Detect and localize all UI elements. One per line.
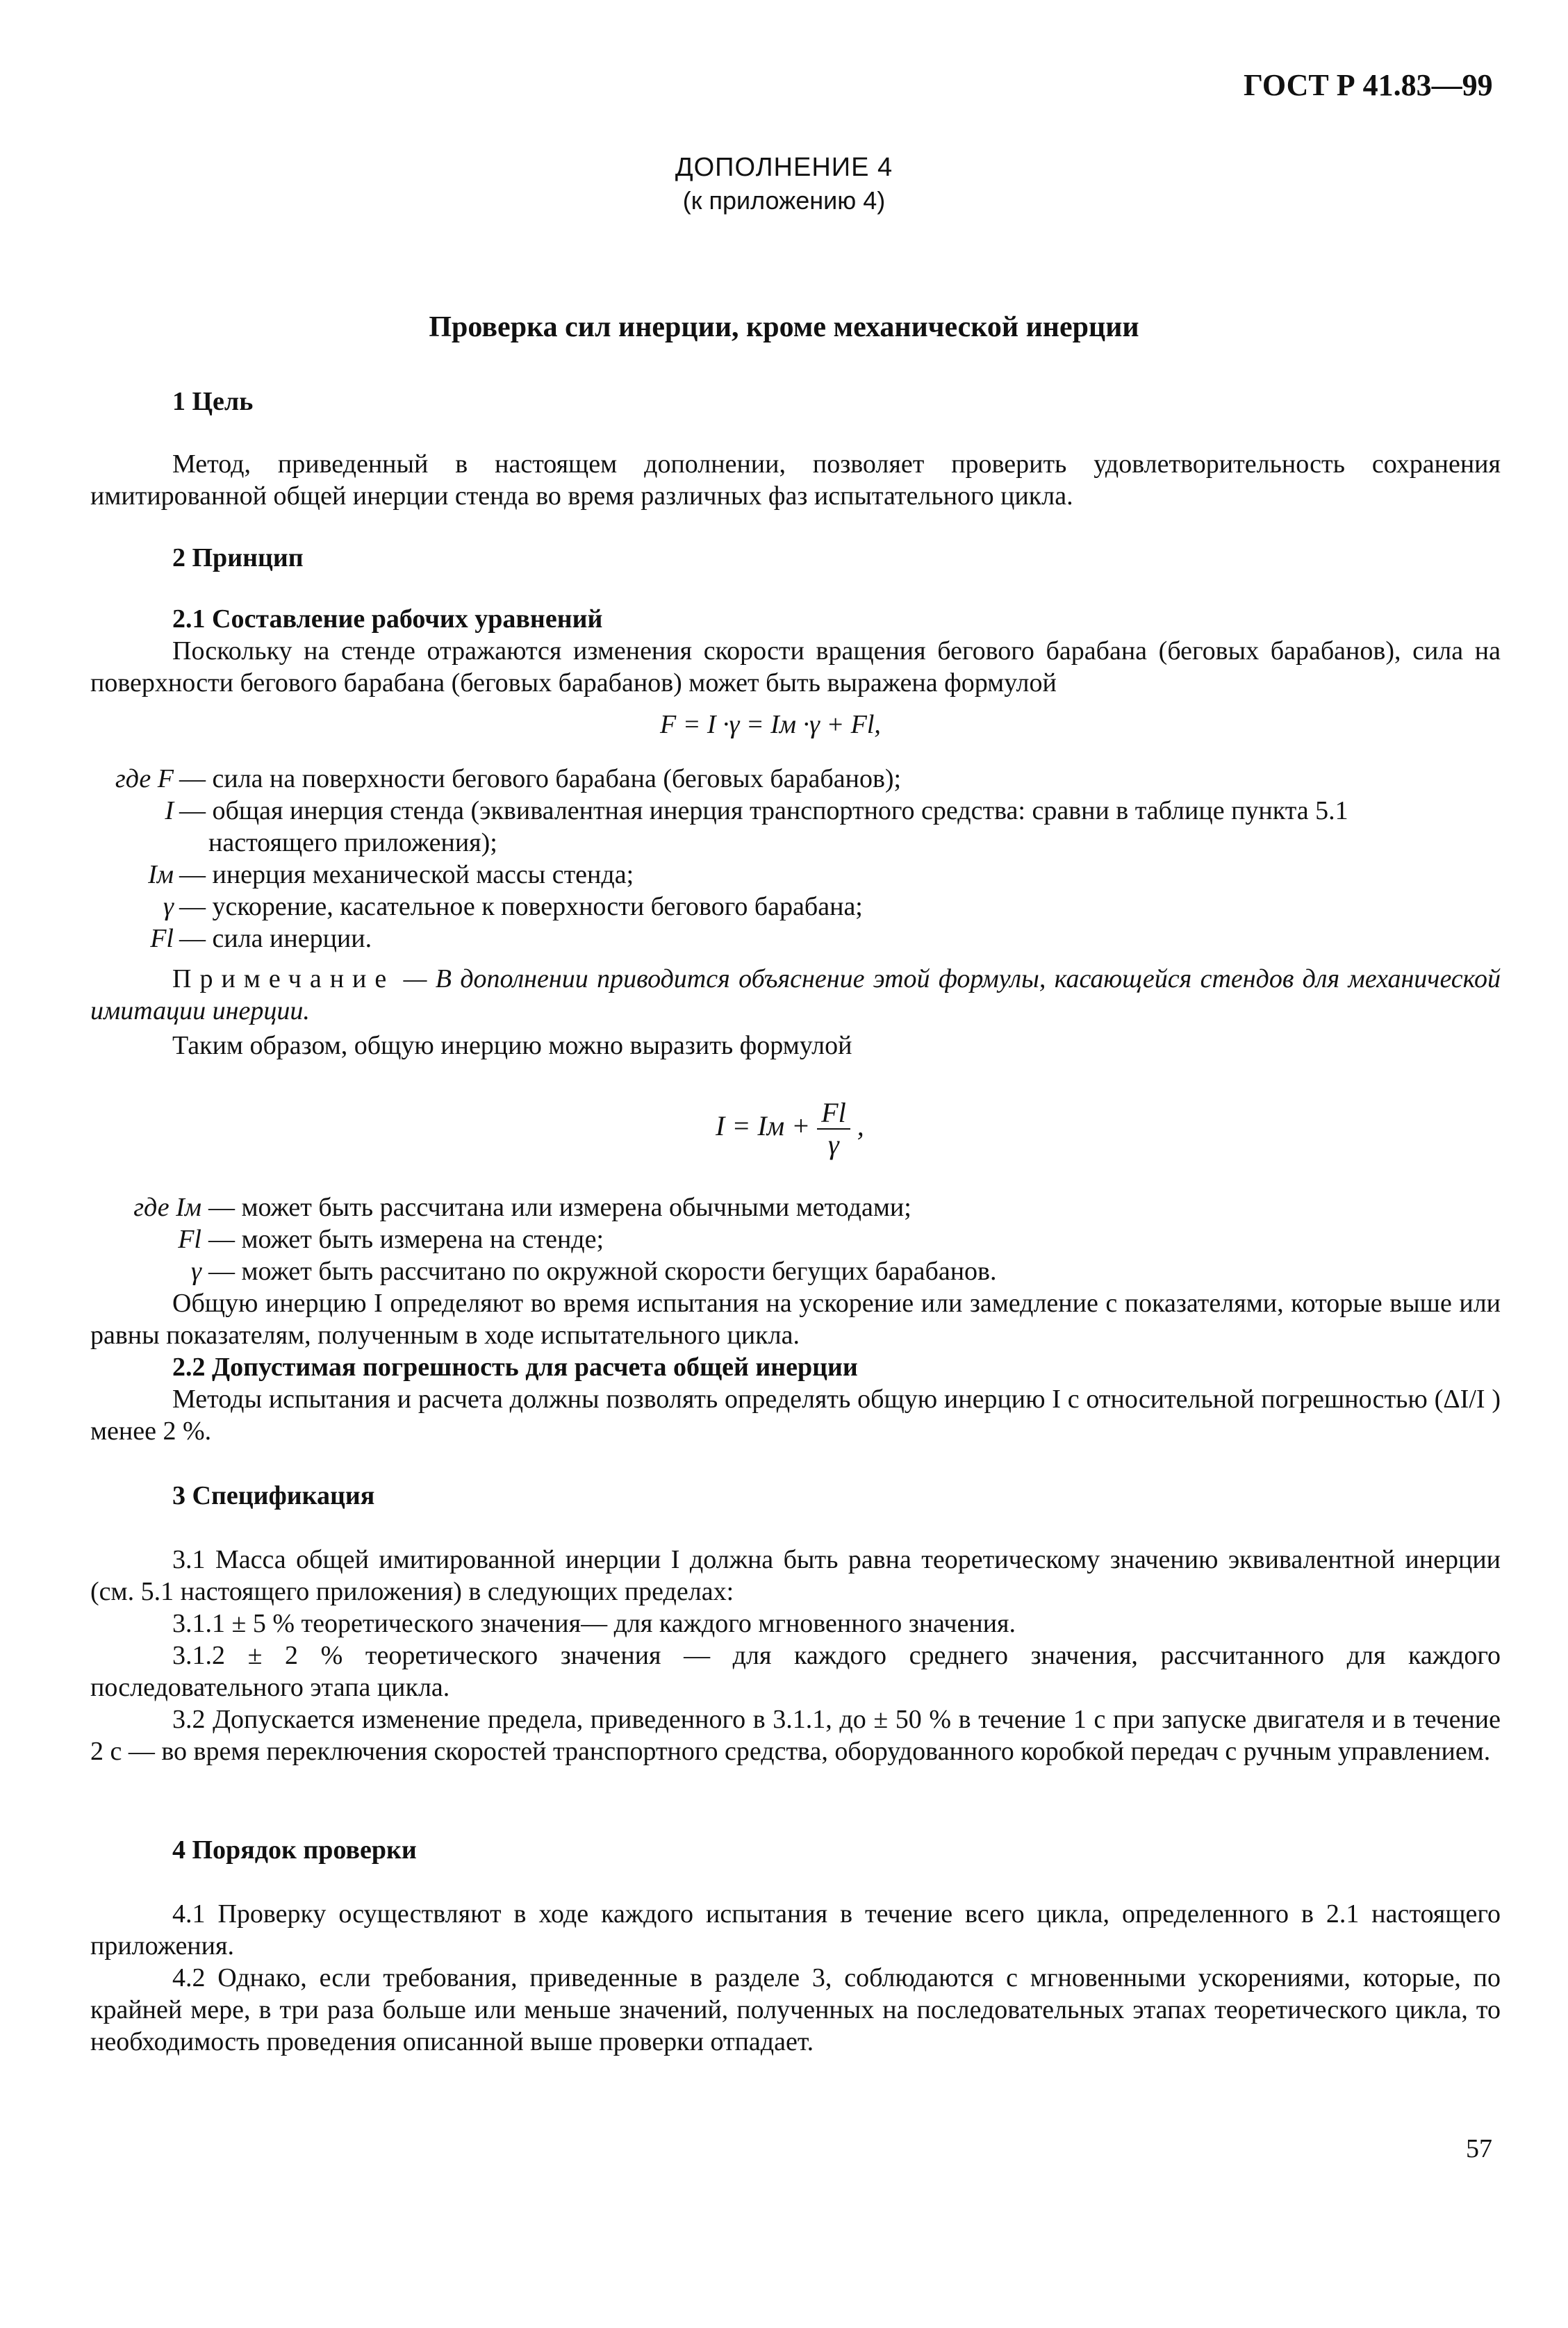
fraction-denominator: γ	[828, 1129, 839, 1160]
document-code: ГОСТ Р 41.83—99	[1244, 68, 1493, 102]
where-1-symbol-0: где F	[115, 764, 174, 793]
where-1-text-2: настоящего приложения);	[208, 828, 497, 857]
where-2-text-0: — может быть рассчитана или измерена обычными методами;	[208, 1193, 911, 1222]
where-2-text-2: — может быть рассчитано по окружной скорости бегущих барабанов.	[208, 1257, 997, 1286]
formula-force: F = I ·γ = Iм ·γ + Fl,	[660, 710, 881, 739]
where-1-symbol-5: Fl	[150, 924, 174, 953]
page-number: 57	[1466, 2134, 1492, 2163]
subsection-2-1-heading: 2.1 Составление рабочих уравнений	[172, 604, 603, 634]
formula-inertia-lhs: I = Iм +	[716, 1110, 811, 1142]
section-3-paragraph-1: 3.1 Масса общей имитированной инерции I должна быть равна теоретическому значению эквивалентной инерции (см. 5.1 настоящего приложения) в следующих пределах:	[90, 1545, 1501, 1606]
subsection-2-1-paragraph-3: Общую инерцию I определяют во время испытания на ускорение или замедление с показателями, которые выше или равны показателям, полученным в ходе испытательного цикла.	[90, 1289, 1501, 1350]
where-1-text-5: — сила инерции.	[179, 924, 372, 953]
section-2-heading: 2 Принцип	[172, 543, 304, 572]
where-1-symbol-3: Iм	[148, 860, 174, 889]
formula-inertia-fraction	[817, 1098, 850, 1160]
appendix-subtitle: (к приложению 4)	[682, 186, 886, 215]
where-2-symbol-1: Fl	[178, 1225, 201, 1254]
where-1-text-1: — общая инерция стенда (эквивалентная инерция транспортного средства: сравни в таблице пункта 5.1	[179, 796, 1348, 825]
where-2-symbol-0: где Iм	[133, 1193, 201, 1222]
note	[90, 963, 1501, 1027]
section-3-paragraph-2: 3.1.1 ± 5 % теоретического значения— для каждого мгновенного значения.	[172, 1609, 1016, 1638]
where-1-symbol-1: I	[165, 796, 174, 825]
formula-intro: Таким образом, общую инерцию можно выразить формулой	[172, 1031, 852, 1060]
appendix-title: ДОПОЛНЕНИЕ 4	[675, 153, 893, 182]
section-1-heading: 1 Цель	[172, 387, 254, 416]
where-1-text-4: — ускорение, касательное к поверхности бегового барабана;	[179, 892, 863, 921]
section-4-heading: 4 Порядок проверки	[172, 1835, 417, 1865]
note-text: — В дополнении приводится объяснение этой формулы, касающейся стендов для механической имитации инерции.	[90, 964, 1501, 1025]
subsection-2-2-paragraph: Методы испытания и расчета должны позволять определять общую инерцию I с относительной погрешностью (ΔI/I ) менее 2 %.	[90, 1385, 1501, 1446]
note-label: Примечание	[172, 964, 395, 993]
formula-inertia-tail: ,	[857, 1110, 864, 1142]
where-1-text-0: — сила на поверхности бегового барабана (беговых барабанов);	[179, 764, 902, 793]
main-title: Проверка сил инерции, кроме механической инерции	[429, 311, 1139, 343]
section-3-paragraph-3: 3.1.2 ± 2 % теоретического значения — для каждого среднего значения, рассчитанного для каждого последовательного этапа цикла.	[90, 1641, 1501, 1702]
formula-inertia	[716, 1098, 864, 1160]
section-4-paragraph-1: 4.1 Проверку осуществляют в ходе каждого испытания в течение всего цикла, определенного в 2.1 настоящего приложения.	[90, 1899, 1501, 1960]
where-1-text-3: — инерция механической массы стенда;	[179, 860, 634, 889]
fraction-numerator: Fl	[817, 1098, 850, 1130]
section-4-paragraph-2: 4.2 Однако, если требования, приведенные в разделе 3, соблюдаются с мгновенными ускорениями, которые, по крайней мере, в три раза больше или меньше значений, полученных на последовательных этапах теоретического цикла, то необходимость проведения описанной выше проверки отпадает.	[90, 1963, 1501, 2056]
where-2-symbol-2: γ	[191, 1257, 201, 1286]
section-3-heading: 3 Спецификация	[172, 1481, 375, 1510]
subsection-2-1-paragraph: Поскольку на стенде отражаются изменения скорости вращения бегового барабана (беговых барабанов), сила на поверхности бегового барабана (беговых барабанов) может быть выражена формулой	[90, 636, 1501, 697]
section-1-paragraph: Метод, приведенный в настоящем дополнении, позволяет проверить удовлетворительность сохранения имитированной общей инерции стенда во время различных фаз испытательного цикла.	[90, 449, 1501, 511]
subsection-2-2-heading: 2.2 Допустимая погрешность для расчета общей инерции	[172, 1353, 858, 1382]
where-1-symbol-4: γ	[163, 892, 174, 921]
where-2-text-1: — может быть измерена на стенде;	[208, 1225, 604, 1254]
section-3-paragraph-4: 3.2 Допускается изменение предела, приведенного в 3.1.1, до ± 50 % в течение 1 с при запуске двигателя и в течение 2 с — во время переключения скоростей транспортного средства, оборудованного коробкой передач с ручным управлением.	[90, 1705, 1501, 1766]
